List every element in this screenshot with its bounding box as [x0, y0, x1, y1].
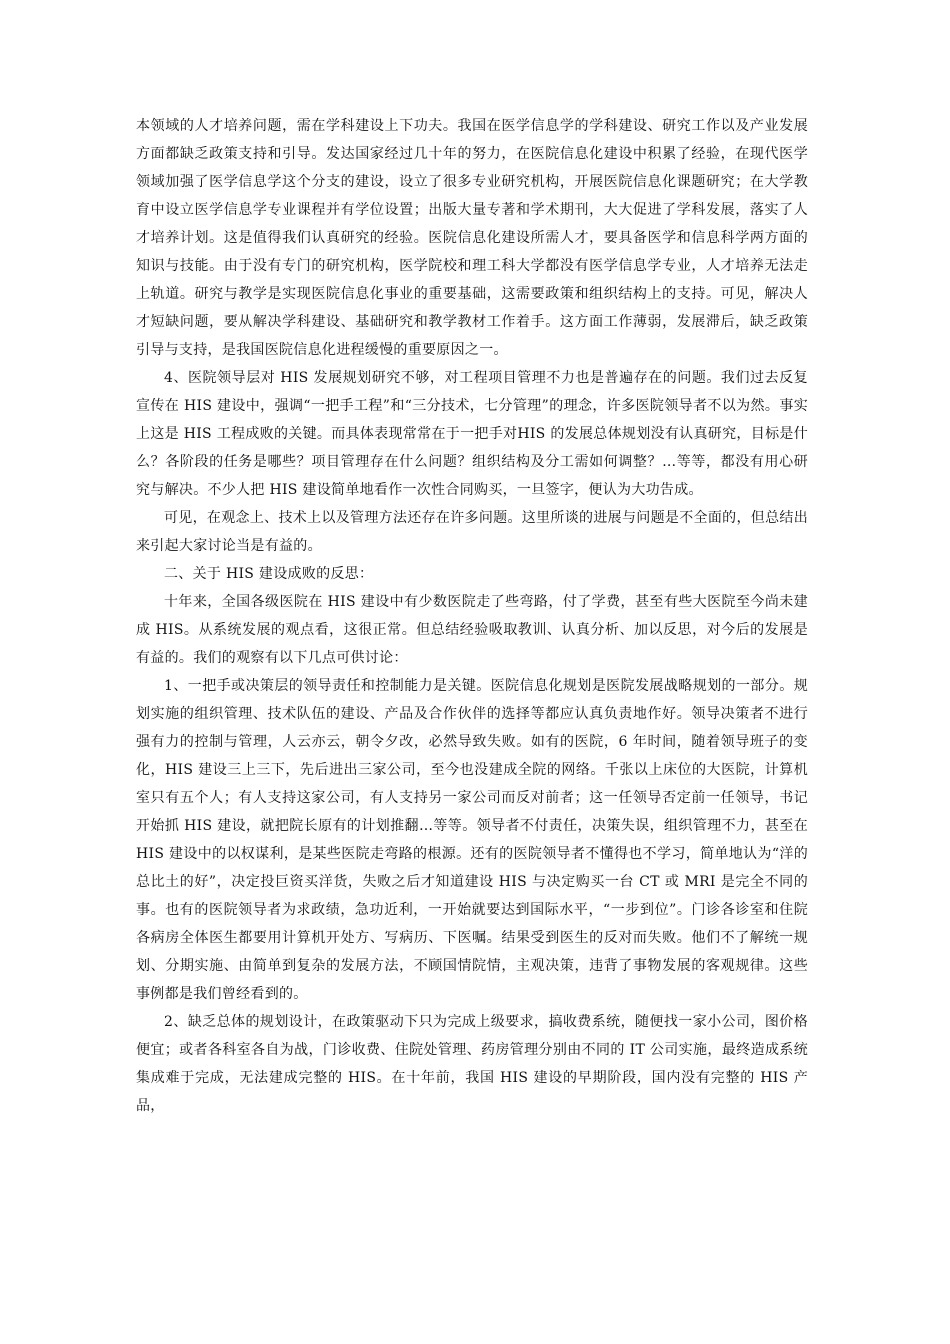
document-page	[136, 112, 808, 1120]
paragraph-ten-years: 十年来，全国各级医院在 HIS 建设中有少数医院走了些弯路，付了学费，甚至有些大医院至今尚未建成 HIS。从系统发展的观点看，这很正常。但总结经验吸取教训、认真分析、加以反思，对今后的发展是有益的。我们的观察有以下几点可供讨论：	[136, 594, 808, 666]
paragraph-point-2: 2、缺乏总体的规划设计，在政策驱动下只为完成上级要求，搞收费系统，随便找一家小公司，图价格便宜；或者各科室各自为战，门诊收费、住院处管理、药房管理分别由不同的 IT 公司实施，最终造成系统集成难于完成，无法建成完整的 HIS。在十年前，我国 HIS 建设的早期阶段，国内没有完整的 HIS 产品，	[136, 1014, 808, 1114]
paragraph-point-1: 1、一把手或决策层的领导责任和控制能力是关键。医院信息化规划是医院发展战略规划的一部分。规划实施的组织管理、技术队伍的建设、产品及合作伙伴的选择等都应认真负责地作好。领导决策者不进行强有力的控制与管理，人云亦云，朝令夕改，必然导致失败。如有的医院，6 年时间，随着领导班子的变化，HIS 建设三上三下，先后进出三家公司，至今也没建成全院的网络。千张以上床位的大医院，计算机室只有五个人；有人支持这家公司，有人支持另一家公司而反对前者；这一任领导否定前一任领导，书记开始抓 HIS 建设，就把院长原有的计划推翻…等等。领导者不付责任，决策失误，组织管理不力，甚至在 HIS 建设中的以权谋利，是某些医院走弯路的根源。还有的医院领导者不懂得也不学习，简单地认为“洋的总比土的好”，决定投巨资买洋货，失败之后才知道建设 HIS 与决定购买一台 CT 或 MRI 是完全不同的事。也有的医院领导者为求政绩，急功近利，一开始就要达到国际水平，“一步到位”。门诊各诊室和住院各病房全体医生都要用计算机开处方、写病历、下医嘱。结果受到医生的反对而失败。他们不了解统一规划、分期实施、由简单到复杂的发展方法，不顾国情院情，主观决策，违背了事物发展的客观规律。这些事例都是我们曾经看到的。	[136, 678, 808, 1002]
section-heading-2: 二、关于 HIS 建设成败的反思：	[164, 566, 374, 582]
paragraph-talent-training: 本领域的人才培养问题，需在学科建设上下功夫。我国在医学信息学的学科建设、研究工作以及产业发展方面都缺乏政策支持和引导。发达国家经过几十年的努力，在医院信息化建设中积累了经验，在现代医学领域加强了医学信息学这个分支的建设，设立了很多专业研究机构，开展医院信息化课题研究；在大学教育中设立医学信息学专业课程并有学位设置；出版大量专著和学术期刊，大大促进了学科发展，落实了人才培养计划。这是值得我们认真研究的经验。医院信息化建设所需人才，要具备医学和信息科学两方面的知识与技能。由于没有专门的研究机构，医学院校和理工科大学都没有医学信息学专业，人才培养无法走上轨道。研究与教学是实现医院信息化事业的重要基础，这需要政策和组织结构上的支持。可见，解决人才短缺问题，要从解决学科建设、基础研究和教学教材工作着手。这方面工作薄弱，发展滞后，缺乏政策引导与支持，是我国医院信息化进程缓慢的重要原因之一。	[136, 118, 808, 358]
paragraph-point-4: 4、医院领导层对 HIS 发展规划研究不够，对工程项目管理不力也是普遍存在的问题。我们过去反复宣传在 HIS 建设中，强调“一把手工程”和“三分技术，七分管理”的理念，许多医院领导者不以为然。事实上这是 HIS 工程成败的关键。而具体表现常常在于一把手对HIS 的发展总体规划没有认真研究，目标是什么？各阶段的任务是哪些？项目管理存在什么问题？组织结构及分工需如何调整？…等等，都没有用心研究与解决。不少人把 HIS 建设简单地看作一次性合同购买，一旦签字，便认为大功告成。	[136, 370, 808, 498]
paragraph-summary: 可见，在观念上、技术上以及管理方法还存在许多问题。这里所谈的进展与问题是不全面的，但总结出来引起大家讨论当是有益的。	[136, 510, 808, 554]
